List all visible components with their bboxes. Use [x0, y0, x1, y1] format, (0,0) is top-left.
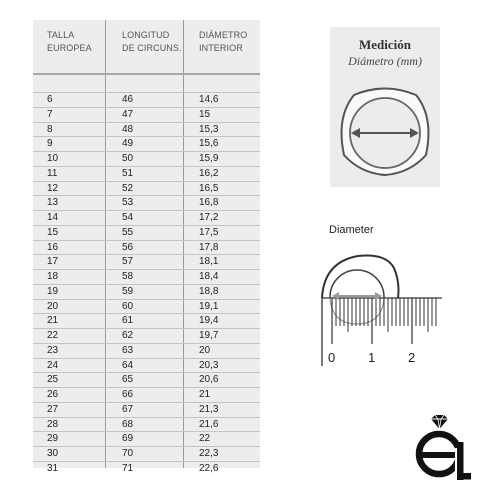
cell-diametro: 15,3 — [199, 123, 219, 135]
cell-longitud: 66 — [122, 389, 134, 400]
ruler-tick-label: 2 — [408, 350, 416, 365]
header-diametro: DIÁMETRO INTERIOR — [199, 30, 248, 53]
diameter-label: Diameter — [329, 224, 374, 236]
cell-talla: 22 — [47, 330, 59, 341]
cell-talla: 31 — [47, 462, 59, 474]
header-talla-europea: TALLA EUROPEA — [47, 30, 92, 53]
table-row — [33, 372, 260, 387]
table-row — [33, 151, 260, 166]
cell-longitud: 58 — [122, 271, 134, 282]
cell-longitud: 52 — [122, 182, 134, 194]
table-body — [33, 92, 260, 476]
header-longitud: LONGITUD DE CIRCUNS. — [122, 30, 182, 53]
cell-diametro: 22,6 — [199, 462, 219, 474]
cell-talla: 11 — [47, 167, 58, 179]
table-row — [33, 92, 260, 107]
cell-longitud: 55 — [122, 226, 134, 238]
cell-longitud: 60 — [122, 300, 134, 312]
cell-diametro: 20,6 — [199, 374, 219, 386]
cell-talla: 9 — [47, 138, 53, 150]
table-row — [33, 254, 260, 269]
cell-longitud: 65 — [122, 374, 134, 386]
cell-diametro: 21,3 — [199, 403, 219, 415]
cell-diametro: 18,4 — [199, 271, 219, 282]
cell-diametro: 22 — [199, 433, 211, 445]
table-row — [33, 417, 260, 432]
table-row — [33, 225, 260, 240]
cell-longitud: 49 — [122, 138, 134, 150]
diamond-ring-logo — [408, 412, 480, 484]
cell-talla: 14 — [47, 212, 59, 223]
cell-talla: 29 — [47, 433, 59, 445]
measurement-title: Medición — [359, 37, 411, 52]
table-row — [33, 313, 260, 328]
cell-diametro: 18,8 — [199, 285, 219, 297]
table-row — [33, 166, 260, 181]
cell-talla: 24 — [47, 359, 59, 371]
cell-longitud: 61 — [122, 315, 134, 327]
cell-diametro: 15 — [199, 108, 211, 120]
table-row — [33, 328, 260, 343]
cell-diametro: 16,8 — [199, 197, 219, 209]
table-row — [33, 107, 260, 122]
cell-diametro: 15,6 — [199, 138, 219, 150]
cell-talla: 28 — [47, 418, 59, 430]
cell-talla: 10 — [47, 153, 59, 164]
table-row — [33, 181, 260, 196]
table-row — [33, 269, 260, 284]
cell-diametro: 14,6 — [199, 94, 219, 105]
cell-longitud: 48 — [122, 123, 134, 135]
table-row — [33, 284, 260, 299]
ruler-tick-label: 0 — [328, 350, 336, 365]
cell-diametro: 20,3 — [199, 359, 219, 371]
cell-talla: 8 — [47, 123, 53, 135]
ring-diameter-illustration — [330, 77, 440, 187]
header-separator — [33, 73, 260, 75]
cell-diametro: 17,8 — [199, 241, 219, 253]
table-row — [33, 402, 260, 417]
cell-longitud: 68 — [122, 418, 134, 430]
cell-diametro: 19,1 — [199, 300, 219, 312]
cell-longitud: 64 — [122, 359, 134, 371]
cell-diametro: 18,1 — [199, 256, 219, 268]
cell-longitud: 51 — [122, 167, 134, 179]
table-row — [33, 122, 260, 137]
cell-talla: 13 — [47, 197, 59, 209]
cell-longitud: 69 — [122, 433, 134, 445]
cell-longitud: 47 — [122, 108, 134, 120]
cell-diametro: 19,4 — [199, 315, 219, 327]
cell-diametro: 17,5 — [199, 226, 219, 238]
table-row — [33, 210, 260, 225]
cell-longitud: 56 — [122, 241, 134, 253]
cell-talla: 23 — [47, 344, 59, 356]
cell-longitud: 59 — [122, 285, 134, 297]
cell-longitud: 46 — [122, 94, 134, 105]
cell-longitud: 67 — [122, 403, 134, 415]
table-row — [33, 299, 260, 314]
cell-talla: 17 — [47, 256, 59, 268]
cell-talla: 7 — [47, 108, 53, 120]
cell-talla: 25 — [47, 374, 59, 386]
table-row — [33, 358, 260, 373]
table-row — [33, 431, 260, 446]
cell-longitud: 50 — [122, 153, 134, 164]
cell-longitud: 54 — [122, 212, 134, 223]
cell-longitud: 63 — [122, 344, 134, 356]
cell-talla: 27 — [47, 403, 59, 415]
table-row — [33, 343, 260, 358]
cell-talla: 20 — [47, 300, 59, 312]
cell-longitud: 57 — [122, 256, 134, 268]
table-row — [33, 387, 260, 402]
ruler-diagram — [318, 246, 448, 366]
cell-talla: 26 — [47, 389, 59, 400]
cell-talla: 30 — [47, 448, 59, 459]
ruler-tick-label: 1 — [368, 350, 376, 365]
cell-longitud: 70 — [122, 448, 134, 459]
measurement-subtitle: Diámetro (mm) — [348, 54, 422, 68]
table-row — [33, 136, 260, 151]
cell-longitud: 71 — [122, 462, 134, 474]
cell-talla: 21 — [47, 315, 59, 327]
cell-longitud: 53 — [122, 197, 134, 209]
cell-diametro: 16,5 — [199, 182, 219, 194]
measurement-panel — [330, 27, 440, 187]
cell-longitud: 62 — [122, 330, 134, 341]
table-row — [33, 446, 260, 461]
cell-diametro: 17,2 — [199, 212, 219, 223]
cell-diametro: 20 — [199, 344, 211, 356]
cell-diametro: 19,7 — [199, 330, 219, 341]
cell-talla: 18 — [47, 271, 59, 282]
table-row — [33, 461, 260, 476]
diamond-icon — [431, 415, 448, 429]
cell-diametro: 22,3 — [199, 448, 219, 459]
cell-talla: 19 — [47, 285, 59, 297]
cell-talla: 15 — [47, 226, 59, 238]
cell-talla: 6 — [47, 94, 53, 105]
table-header — [33, 20, 260, 73]
cell-talla: 16 — [47, 241, 59, 253]
cell-talla: 12 — [47, 182, 59, 194]
table-row — [33, 240, 260, 255]
cell-diametro: 15,9 — [199, 153, 219, 164]
table-row — [33, 195, 260, 210]
cell-diametro: 21 — [199, 389, 211, 400]
cell-diametro: 16,2 — [199, 167, 219, 179]
ring-size-table — [33, 20, 260, 474]
cell-diametro: 21,6 — [199, 418, 219, 430]
